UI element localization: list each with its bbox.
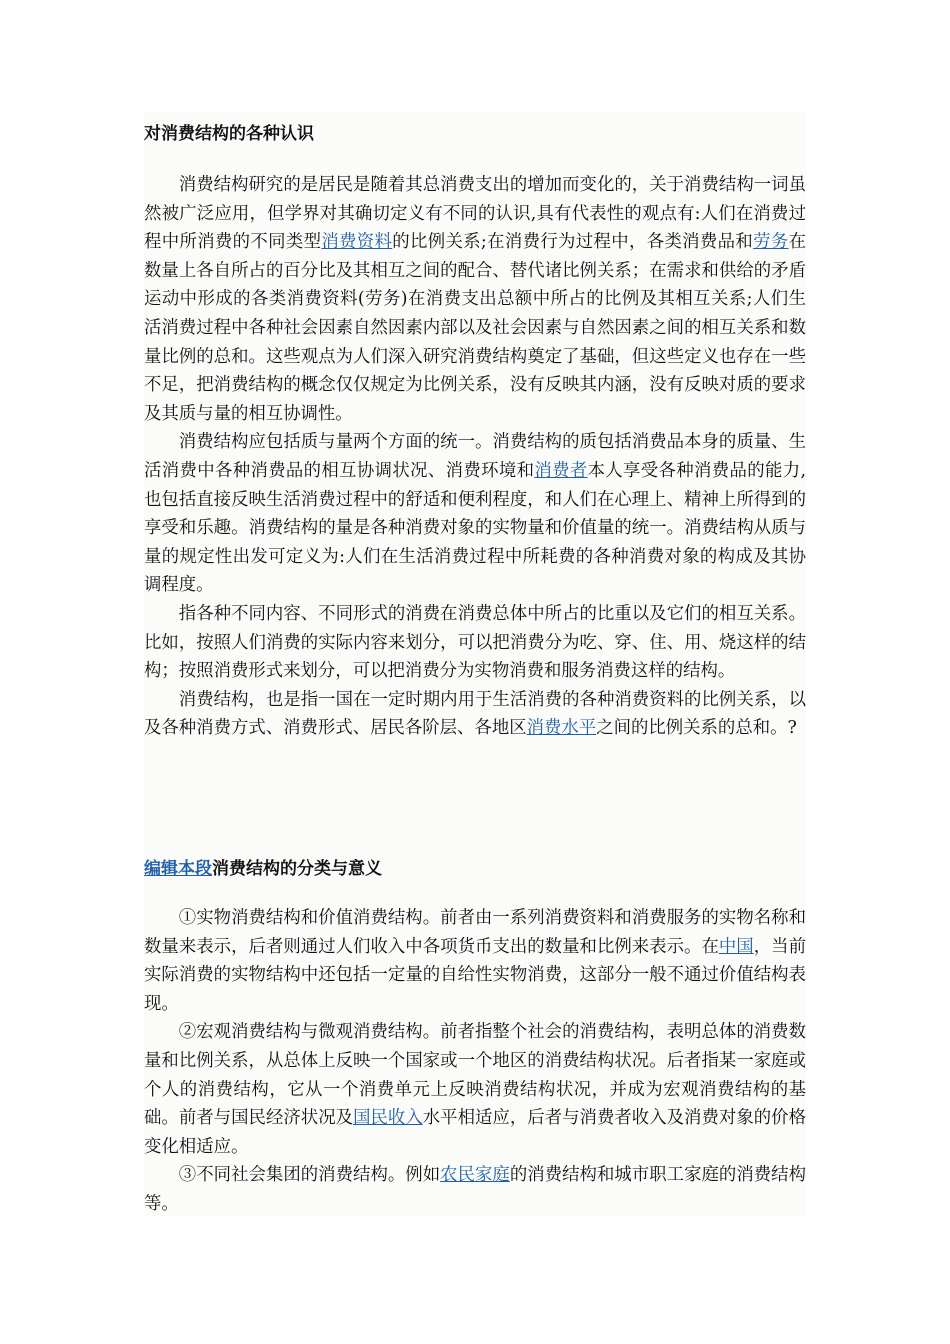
- section-body-classification: [144, 904, 806, 1219]
- paragraph: 消费结构应包括质与量两个方面的统一。消费结构的质包括消费品本身的质量、生活消费中各种消费品的相互协调状况、消费环境和消费者本人享受各种消费品的能力,也包括直接反映生活消费过程中的舒适和便利程度，和人们在心理上、精神上所得到的享受和乐趣。消费结构的量是各种消费对象的实物量和价值量的统一。消费结构从质与量的规定性出发可定义为:人们在生活消费过程中所耗费的各种消费对象的构成及其协调程度。: [144, 432, 806, 596]
- section-body-views: [144, 171, 806, 743]
- link-consumer[interactable]: 消费者: [534, 460, 588, 481]
- link-farmer-household[interactable]: 农民家庭: [440, 1165, 510, 1186]
- paragraph: 消费结构研究的是居民是随着其总消费支出的增加而变化的，关于消费结构一词虽然被广泛应用，但学界对其确切定义有不同的认识,具有代表性的观点有:人们在消费过程中所消费的不同类型消费资料的比例关系;在消费行为过程中，各类消费品和劳务在数量上各自所占的百分比及其相互之间的配合、替代诸比例关系；在需求和供给的矛盾运动中形成的各类消费资料(劳务)在消费支出总额中所占的比例及其相互关系;人们生活消费过程中各种社会因素自然因素内部以及社会因素与自然因素之间的相互关系和数量比例的总和。这些观点为人们深入研究消费结构奠定了基础，但这些定义也存在一些不足，把消费结构的概念仅仅规定为比例关系，没有反映其内涵，没有反映对质的要求及其质与量的相互协调性。: [144, 175, 806, 424]
- paragraph: ②宏观消费结构与微观消费结构。前者指整个社会的消费结构，表明总体的消费数量和比例关系，从总体上反映一个国家或一个地区的消费结构状况。后者指某一家庭或个人的消费结构，它从一个消费单元上反映消费结构状况，并成为宏观消费结构的基础。前者与国民经济状况及国民收入水平相适应，后者与消费者收入及消费对象的价格变化相适应。: [144, 1022, 806, 1157]
- section-title-classification: 编辑本段消费结构的分类与意义: [144, 859, 382, 879]
- document-page: [144, 112, 806, 1216]
- link-consumer-goods[interactable]: 消费资料: [321, 232, 393, 253]
- paragraph: 指各种不同内容、不同形式的消费在消费总体中所占的比重以及它们的相互关系。比如，按照人们消费的实际内容来划分，可以把消费分为吃、穿、住、用、烧这样的结构；按照消费形式来划分，可以把消费分为实物消费和服务消费这样的结构。: [144, 603, 806, 682]
- link-national-income[interactable]: 国民收入: [353, 1108, 423, 1129]
- paragraph: ①实物消费结构和价值消费结构。前者由一系列消费资料和消费服务的实物名称和数量来表示，后者则通过人们收入中各项货币支出的数量和比例来表示。在中国，当前实际消费的实物结构中还包括一定量的自给性实物消费，这部分一般不通过价值结构表现。: [144, 908, 806, 1014]
- paragraph: ③不同社会集团的消费结构。例如农民家庭的消费结构和城市职工家庭的消费结构等。: [144, 1165, 806, 1214]
- link-labor-services[interactable]: 劳务: [753, 232, 789, 253]
- link-china[interactable]: 中国: [718, 936, 754, 957]
- section-title-consumption-structure-views: 对消费结构的各种认识: [144, 124, 314, 144]
- link-consumption-level[interactable]: 消费水平: [526, 718, 597, 739]
- paragraph: 消费结构，也是指一国在一定时期内用于生活消费的各种消费资料的比例关系，以及各种消费方式、消费形式、居民各阶层、各地区消费水平之间的比例关系的总和。?: [144, 689, 806, 739]
- edit-section-link[interactable]: 编辑本段: [144, 859, 212, 879]
